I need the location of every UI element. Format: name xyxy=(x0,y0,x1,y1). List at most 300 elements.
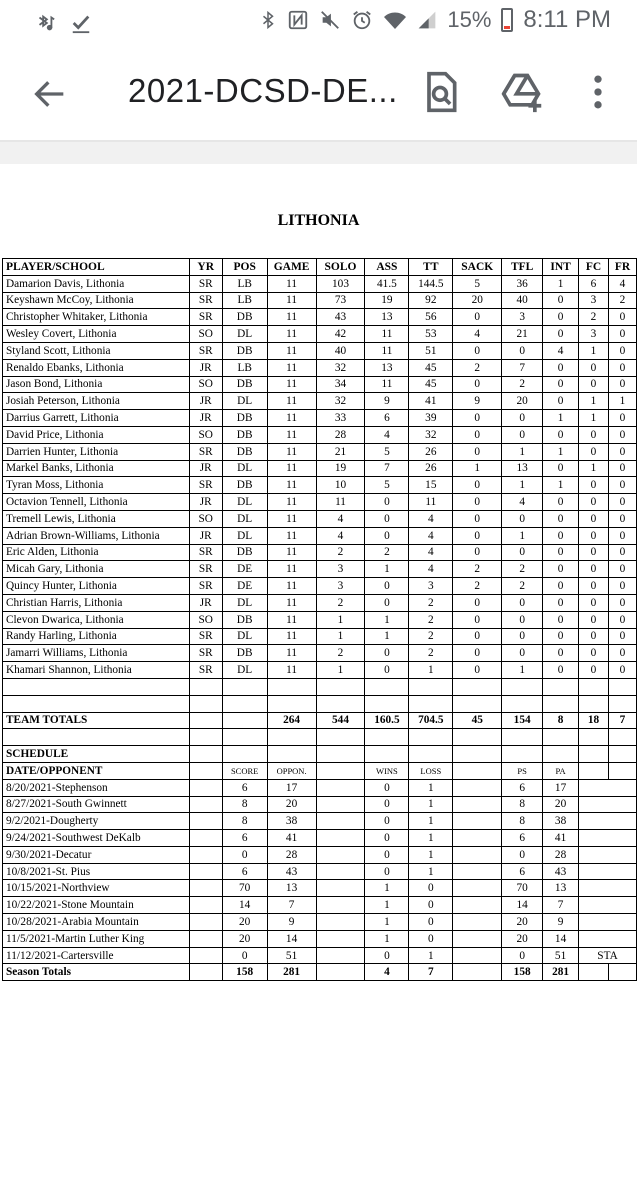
game-wins: 0 xyxy=(365,813,409,830)
player-stat: 11 xyxy=(267,410,316,427)
player-stat: 0 xyxy=(502,594,543,611)
search-document-icon[interactable] xyxy=(418,70,462,114)
player-stat: 3 xyxy=(579,326,609,343)
player-stat: 40 xyxy=(502,292,543,309)
blank-cell xyxy=(409,729,453,746)
player-row xyxy=(3,326,637,343)
game-loss: 0 xyxy=(409,880,453,897)
player-stat: 0 xyxy=(453,443,502,460)
game-opponent-score: 38 xyxy=(267,813,316,830)
blank-cell xyxy=(189,830,222,847)
blank-row xyxy=(3,678,637,695)
game-opponent-score: 9 xyxy=(267,914,316,931)
blank-cell xyxy=(608,746,636,763)
player-stat: 11 xyxy=(267,578,316,595)
blank-cell xyxy=(316,813,365,830)
game-wins: 0 xyxy=(365,947,409,964)
game-note xyxy=(579,863,637,880)
player-row xyxy=(3,460,637,477)
player-stat: 1 xyxy=(543,410,579,427)
player-stat: 0 xyxy=(502,544,543,561)
player-stat: SO xyxy=(189,510,222,527)
player-stat: 1 xyxy=(365,611,409,628)
player-stat: 0 xyxy=(608,494,636,511)
stats-header-cell: SOLO xyxy=(316,259,365,276)
blank-cell xyxy=(608,964,636,981)
player-stat: 0 xyxy=(502,628,543,645)
player-stat: 0 xyxy=(365,527,409,544)
player-stat: SO xyxy=(189,376,222,393)
schedule-row xyxy=(3,846,637,863)
player-stat: 2 xyxy=(409,611,453,628)
player-stat: 19 xyxy=(365,292,409,309)
player-stat: 1 xyxy=(502,477,543,494)
stats-header-cell: TFL xyxy=(502,259,543,276)
blank-cell xyxy=(579,762,609,779)
game-ps: 6 xyxy=(502,830,543,847)
schedule-row xyxy=(3,863,637,880)
schedule-header-cell: PA xyxy=(543,762,579,779)
player-stat: 2 xyxy=(453,578,502,595)
player-stat: 11 xyxy=(267,662,316,679)
player-stat: 0 xyxy=(579,376,609,393)
player-stat: DL xyxy=(222,662,267,679)
stats-header-cell: SACK xyxy=(453,259,502,276)
player-stat: LB xyxy=(222,292,267,309)
game-pa: 17 xyxy=(543,779,579,796)
player-stat: 0 xyxy=(543,578,579,595)
player-stat: 4 xyxy=(502,494,543,511)
schedule-header-cell: SCORE xyxy=(222,762,267,779)
player-stat: SR xyxy=(189,342,222,359)
game-wins: 0 xyxy=(365,779,409,796)
player-stat: 0 xyxy=(453,342,502,359)
game-score: 70 xyxy=(222,880,267,897)
player-stat: 1 xyxy=(365,561,409,578)
player-stat: 41.5 xyxy=(365,275,409,292)
player-stat: 0 xyxy=(579,494,609,511)
more-vert-icon[interactable] xyxy=(576,70,620,114)
player-stat: 2 xyxy=(453,359,502,376)
player-stat: 2 xyxy=(409,628,453,645)
blank-cell xyxy=(189,846,222,863)
game-score: 0 xyxy=(222,947,267,964)
blank-cell xyxy=(267,695,316,712)
player-stat: 32 xyxy=(316,393,365,410)
game-score: 8 xyxy=(222,813,267,830)
blank-cell xyxy=(189,930,222,947)
player-stat: DE xyxy=(222,578,267,595)
player-stat: 0 xyxy=(579,578,609,595)
player-stat: 2 xyxy=(579,309,609,326)
player-name: David Price, Lithonia xyxy=(3,426,190,443)
blank-cell xyxy=(453,796,502,813)
season-total-ps: 158 xyxy=(502,964,543,981)
player-stat: 1 xyxy=(365,628,409,645)
team-total-value: 18 xyxy=(579,712,609,729)
player-stat: 0 xyxy=(579,477,609,494)
player-stat: 53 xyxy=(409,326,453,343)
player-name: Jamarri Williams, Lithonia xyxy=(3,645,190,662)
player-stat: 0 xyxy=(543,645,579,662)
player-name: Styland Scott, Lithonia xyxy=(3,342,190,359)
player-stat: 26 xyxy=(409,460,453,477)
player-row xyxy=(3,292,637,309)
wifi-icon xyxy=(383,8,407,32)
add-to-drive-icon[interactable] xyxy=(500,70,544,114)
season-total-score: 158 xyxy=(222,964,267,981)
player-stat: 4 xyxy=(409,561,453,578)
player-stat: 0 xyxy=(543,611,579,628)
game-opponent: 11/5/2021-Martin Luther King xyxy=(3,930,190,947)
player-name: Micah Gary, Lithonia xyxy=(3,561,190,578)
schedule-header-cell: DATE/OPPONENT xyxy=(3,762,190,779)
player-stat: 0 xyxy=(608,342,636,359)
player-stat: 5 xyxy=(453,275,502,292)
player-stat: 144.5 xyxy=(409,275,453,292)
player-name: Keyshawn McCoy, Lithonia xyxy=(3,292,190,309)
player-stat: 0 xyxy=(608,326,636,343)
season-totals-label: Season Totals xyxy=(3,964,190,981)
player-stat: JR xyxy=(189,594,222,611)
player-stat: 1 xyxy=(543,443,579,460)
player-stat: 3 xyxy=(409,578,453,595)
bluetooth-music-icon xyxy=(34,10,56,36)
player-stat: 4 xyxy=(316,527,365,544)
back-arrow-icon[interactable] xyxy=(30,74,70,114)
team-total-value: 704.5 xyxy=(409,712,453,729)
game-score: 0 xyxy=(222,846,267,863)
player-stat: 45 xyxy=(409,359,453,376)
player-stat: 0 xyxy=(453,309,502,326)
stats-header-cell: YR xyxy=(189,259,222,276)
blank-cell xyxy=(453,813,502,830)
player-stat: 0 xyxy=(453,410,502,427)
player-stat: 1 xyxy=(543,275,579,292)
schedule-row xyxy=(3,947,637,964)
blank-row xyxy=(3,695,637,712)
player-stat: SR xyxy=(189,309,222,326)
schedule-row xyxy=(3,779,637,796)
blank-cell xyxy=(453,914,502,931)
blank-cell xyxy=(189,729,222,746)
player-stat: 19 xyxy=(316,460,365,477)
player-stat: 0 xyxy=(543,309,579,326)
game-opponent-score: 13 xyxy=(267,880,316,897)
player-stat: 26 xyxy=(409,443,453,460)
player-stat: 2 xyxy=(608,292,636,309)
player-stat: JR xyxy=(189,494,222,511)
player-stat: 4 xyxy=(608,275,636,292)
blank-cell xyxy=(316,678,365,695)
player-stat: 0 xyxy=(608,359,636,376)
player-row xyxy=(3,443,637,460)
player-row xyxy=(3,594,637,611)
game-note xyxy=(579,846,637,863)
game-score: 6 xyxy=(222,830,267,847)
player-stat: 10 xyxy=(316,477,365,494)
player-stat: 39 xyxy=(409,410,453,427)
game-ps: 6 xyxy=(502,863,543,880)
player-stat: SO xyxy=(189,426,222,443)
blank-cell xyxy=(267,678,316,695)
game-loss: 0 xyxy=(409,930,453,947)
blank-cell xyxy=(453,695,502,712)
blank-cell xyxy=(316,779,365,796)
player-stat: 0 xyxy=(453,376,502,393)
schedule-header-cell: PS xyxy=(502,762,543,779)
game-note xyxy=(579,779,637,796)
player-name: Josiah Peterson, Lithonia xyxy=(3,393,190,410)
blank-cell xyxy=(267,729,316,746)
blank-cell xyxy=(189,880,222,897)
player-stat: DL xyxy=(222,510,267,527)
player-stat: DL xyxy=(222,494,267,511)
game-loss: 1 xyxy=(409,830,453,847)
blank-cell xyxy=(189,762,222,779)
status-bar xyxy=(0,0,637,44)
player-stat: 0 xyxy=(608,544,636,561)
document-title: 2021-DCSD-DE... xyxy=(128,72,398,109)
player-stat: 0 xyxy=(543,426,579,443)
player-stat: DB xyxy=(222,443,267,460)
game-note: STA xyxy=(579,947,637,964)
blank-cell xyxy=(316,930,365,947)
mute-icon xyxy=(319,8,341,32)
blank-cell xyxy=(453,729,502,746)
blank-cell xyxy=(316,796,365,813)
game-wins: 1 xyxy=(365,930,409,947)
player-stat: 2 xyxy=(502,578,543,595)
schedule-row xyxy=(3,897,637,914)
blank-cell xyxy=(453,779,502,796)
game-loss: 1 xyxy=(409,947,453,964)
player-stat: 34 xyxy=(316,376,365,393)
stats-header-cell: FR xyxy=(608,259,636,276)
blank-cell xyxy=(316,897,365,914)
player-stat: 9 xyxy=(453,393,502,410)
player-stat: DB xyxy=(222,645,267,662)
blank-cell xyxy=(543,746,579,763)
player-row xyxy=(3,494,637,511)
blank-cell xyxy=(189,964,222,981)
player-stat: 0 xyxy=(453,477,502,494)
blank-cell xyxy=(365,729,409,746)
signal-icon xyxy=(417,8,437,32)
blank-cell xyxy=(453,762,502,779)
player-stat: 13 xyxy=(365,359,409,376)
stats-header-cell: FC xyxy=(579,259,609,276)
game-ps: 20 xyxy=(502,914,543,931)
blank-cell xyxy=(453,746,502,763)
player-row xyxy=(3,611,637,628)
pdf-page[interactable] xyxy=(0,164,637,1200)
player-stat: 20 xyxy=(502,393,543,410)
blank-cell xyxy=(189,695,222,712)
check-icon xyxy=(70,10,92,36)
player-stat: DB xyxy=(222,477,267,494)
blank-cell xyxy=(316,762,365,779)
player-stat: DB xyxy=(222,342,267,359)
blank-cell xyxy=(222,746,267,763)
player-stat: SR xyxy=(189,628,222,645)
team-total-value: 544 xyxy=(316,712,365,729)
player-name: Tremell Lewis, Lithonia xyxy=(3,510,190,527)
game-opponent: 8/20/2021-Stephenson xyxy=(3,779,190,796)
app-bar xyxy=(0,44,637,142)
player-stat: 0 xyxy=(543,359,579,376)
player-stat: 11 xyxy=(267,527,316,544)
player-stat: 2 xyxy=(316,645,365,662)
player-stat: 11 xyxy=(365,326,409,343)
player-stat: SO xyxy=(189,611,222,628)
team-total-value: 45 xyxy=(453,712,502,729)
player-stat: 51 xyxy=(409,342,453,359)
game-pa: 20 xyxy=(543,796,579,813)
player-stat: 9 xyxy=(365,393,409,410)
player-stat: 40 xyxy=(316,342,365,359)
player-stat: 0 xyxy=(543,527,579,544)
player-stat: 3 xyxy=(579,292,609,309)
blank-cell xyxy=(316,947,365,964)
team-totals-row xyxy=(3,712,637,729)
stats-header-cell: GAME xyxy=(267,259,316,276)
blank-cell xyxy=(543,729,579,746)
player-stat: 11 xyxy=(267,275,316,292)
game-opponent-score: 28 xyxy=(267,846,316,863)
player-stat: 11 xyxy=(267,594,316,611)
player-stat: 0 xyxy=(502,410,543,427)
player-stat: 0 xyxy=(365,645,409,662)
game-opponent: 11/12/2021-Cartersville xyxy=(3,947,190,964)
team-total-value: 160.5 xyxy=(365,712,409,729)
player-row xyxy=(3,544,637,561)
player-stat: DB xyxy=(222,376,267,393)
blank-cell xyxy=(608,729,636,746)
blank-cell xyxy=(189,746,222,763)
player-stat: 7 xyxy=(502,359,543,376)
player-stat: 4 xyxy=(365,426,409,443)
player-stat: 0 xyxy=(608,309,636,326)
player-stat: 0 xyxy=(579,426,609,443)
game-pa: 43 xyxy=(543,863,579,880)
player-stat: 0 xyxy=(502,510,543,527)
game-score: 20 xyxy=(222,914,267,931)
player-stat: 3 xyxy=(502,309,543,326)
player-stat: SR xyxy=(189,477,222,494)
player-stat: 11 xyxy=(267,292,316,309)
player-stat: JR xyxy=(189,359,222,376)
game-opponent: 10/8/2021-St. Pius xyxy=(3,863,190,880)
player-stat: 0 xyxy=(608,443,636,460)
game-ps: 8 xyxy=(502,813,543,830)
player-stat: 11 xyxy=(267,326,316,343)
player-row xyxy=(3,410,637,427)
player-stat: 0 xyxy=(543,628,579,645)
player-stat: 0 xyxy=(453,510,502,527)
player-stat: 0 xyxy=(543,510,579,527)
player-name: Quincy Hunter, Lithonia xyxy=(3,578,190,595)
player-name: Darrius Garrett, Lithonia xyxy=(3,410,190,427)
player-stat: 11 xyxy=(267,376,316,393)
player-stat: JR xyxy=(189,460,222,477)
game-opponent-score: 14 xyxy=(267,930,316,947)
game-wins: 0 xyxy=(365,830,409,847)
game-ps: 0 xyxy=(502,846,543,863)
player-name: Jason Bond, Lithonia xyxy=(3,376,190,393)
game-opponent: 10/22/2021-Stone Mountain xyxy=(3,897,190,914)
team-heading: LITHONIA xyxy=(277,212,360,229)
player-stat: 11 xyxy=(267,443,316,460)
player-stat: 2 xyxy=(316,544,365,561)
player-row xyxy=(3,359,637,376)
game-loss: 1 xyxy=(409,796,453,813)
player-stat: 0 xyxy=(579,359,609,376)
player-stat: 0 xyxy=(502,611,543,628)
player-stat: 0 xyxy=(453,662,502,679)
blank-cell xyxy=(189,779,222,796)
player-stat: 0 xyxy=(453,544,502,561)
player-stat: SR xyxy=(189,292,222,309)
player-stat: 0 xyxy=(543,460,579,477)
player-stat: 1 xyxy=(579,460,609,477)
schedule-row xyxy=(3,796,637,813)
player-stat: 0 xyxy=(543,594,579,611)
player-stat: 0 xyxy=(579,645,609,662)
player-stat: 28 xyxy=(316,426,365,443)
game-pa: 13 xyxy=(543,880,579,897)
player-stat: SR xyxy=(189,544,222,561)
game-opponent-score: 43 xyxy=(267,863,316,880)
schedule-header-cell: LOSS xyxy=(409,762,453,779)
player-stat: 11 xyxy=(267,460,316,477)
stats-header-cell: POS xyxy=(222,259,267,276)
player-stat: 3 xyxy=(316,578,365,595)
player-stat: 1 xyxy=(453,460,502,477)
nfc-icon xyxy=(287,8,309,32)
player-stat: 5 xyxy=(365,477,409,494)
player-stat: 0 xyxy=(579,628,609,645)
player-stat: 56 xyxy=(409,309,453,326)
player-stat: 0 xyxy=(453,494,502,511)
player-row xyxy=(3,645,637,662)
player-row xyxy=(3,342,637,359)
game-note xyxy=(579,914,637,931)
player-stat: 1 xyxy=(409,662,453,679)
game-note xyxy=(579,930,637,947)
player-row xyxy=(3,275,637,292)
player-stat: 0 xyxy=(608,578,636,595)
player-stat: 11 xyxy=(267,309,316,326)
player-stat: 0 xyxy=(608,645,636,662)
blank-cell xyxy=(453,846,502,863)
blank-cell xyxy=(189,897,222,914)
player-stat: 0 xyxy=(608,510,636,527)
blank-cell xyxy=(189,813,222,830)
player-stat: 2 xyxy=(365,544,409,561)
blank-cell xyxy=(3,695,190,712)
game-opponent-score: 7 xyxy=(267,897,316,914)
player-stat: 2 xyxy=(453,561,502,578)
player-stat: 4 xyxy=(316,510,365,527)
player-stat: 1 xyxy=(608,393,636,410)
game-pa: 28 xyxy=(543,846,579,863)
player-stat: 15 xyxy=(409,477,453,494)
player-stat: 0 xyxy=(502,426,543,443)
player-name: Khamari Shannon, Lithonia xyxy=(3,662,190,679)
player-stat: SR xyxy=(189,645,222,662)
player-stat: 0 xyxy=(579,561,609,578)
